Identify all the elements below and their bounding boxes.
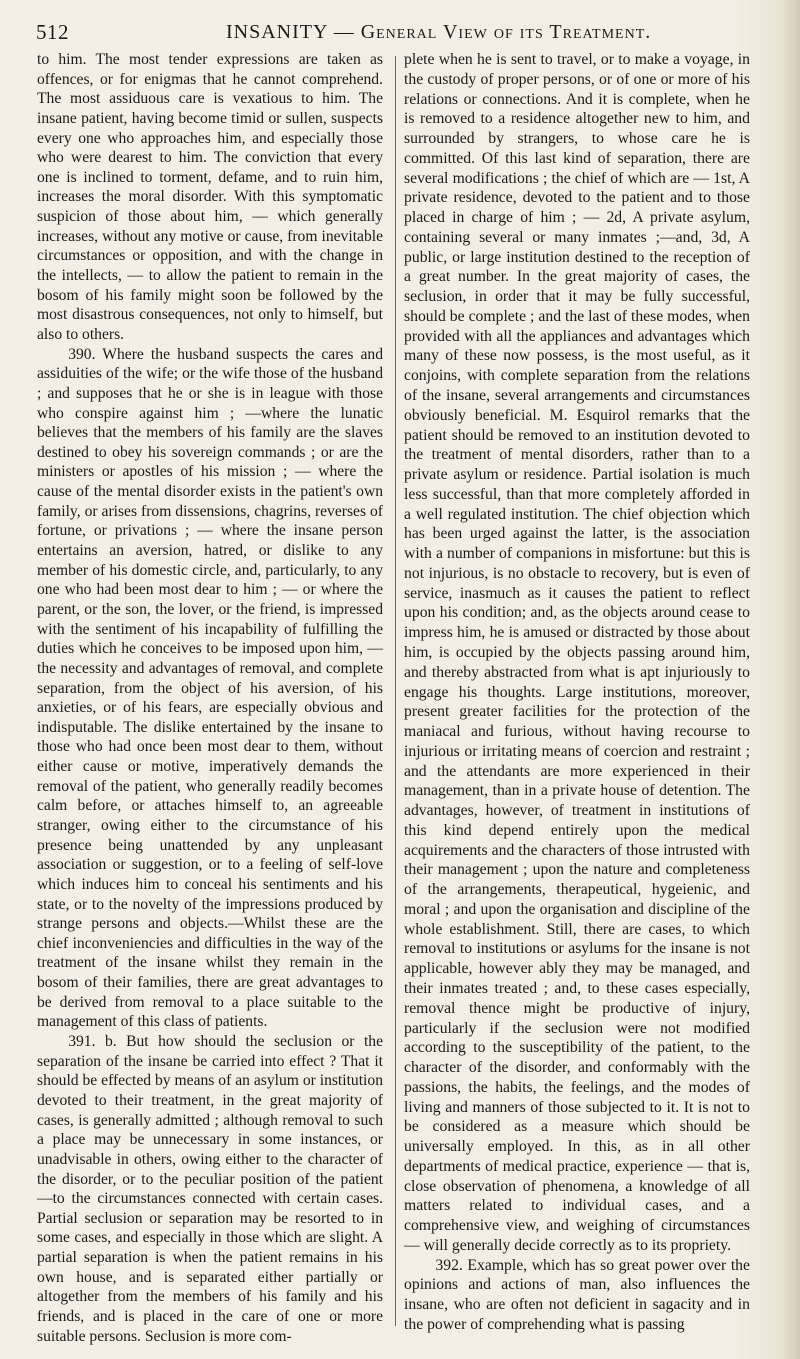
paragraph-392: 392. Example, which has so great power over the opinions and actions of man, also influences the insane, who are often not deficient in sagacity and in the power of comprehending what is passing — [404, 1256, 750, 1333]
paragraph-390: 390. Where the husband suspects the cares and assiduities of the wife; or the wife those of the husband ; and supposes that he or she is in league with those who conspire against him ; —where the lunatic believes that the members of his family are the slaves destined to obey his sovereign commands ; or are the ministers or apostles of his mission ; — where the cause of the mental disorder exists in the patient's own family, or arises from dissensions, chagrins, reverses of fortune, or privations ; — where the insane person entertains an aversion, hatred, or dislike to any member of his domestic circle, and, particularly, to any one who had been most dear to him ; — or where the parent, or the son, the lover, or the friend, is impressed with the sentiment of his incapability of fulfilling the duties which he conceives to be imposed upon him, —the necessity and advantages of removal, and complete separation, from the object of his aversion, of his anxieties, or of his fears, are especially obvious and indisputable. The dislike entertained by the insane to those who had once been most dear to them, without either cause or motive, imperatively demands the removal of the patient, who generally readily becomes calm before, or attaches himself to, an agreeable stranger, owing either to the circumstance of his presence being unattended by any unpleasant association or suggestion, or to a feeling of self-love which induces him to conceal his sentiments and his state, or to the novelty of the impressions produced by strange persons and objects.—Whilst these are the chief inconveniencies and difficulties in the way of the treatment of the insane whilst they remain in the bosom of their families, there are great advantages to be derived from removal to a place suitable to the management of this class of patients. — [37, 345, 383, 1031]
running-head: INSANITY — General View of its Treatment. — [226, 21, 652, 43]
column-divider — [395, 56, 396, 1326]
page-header — [36, 20, 776, 50]
paragraph-continued: to him. The most tender expressions are taken as offences, or for enigmas that he cannot comprehend. The most assiduous care is vexatious to him. The insane patient, having become timid or sullen, suspects every one who approaches him, and especially those who were dearest to him. The conviction that every one is inclined to torment, defame, and to ruin him, increases the moral disorder. With this symptomatic suspicion of those about him, — which generally increases, without any motive or cause, from inevitable circumstances or opposition, and with the change in the intellects, — to allow the patient to remain in the bosom of his family might soon be followed by the most disastrous consequences, not only to himself, but also to others. — [37, 51, 383, 343]
paragraph-391-continued: plete when he is sent to travel, or to make a voyage, in the custody of proper persons, or of one or more of his relations or connections. And it is complete, when he is removed to a residence altogether new to him, and surrounded by strangers, to whose care he is committed. Of this last kind of separation, there are several modifications ; the chief of which are — 1st, A private residence, devoted to the patient and to those placed in charge of him ; — 2d, A private asylum, containing several or many inmates ;—and, 3d, A public, or large institution destined to the reception of a great number. In the great majority of cases, the seclusion, in order that it may be fully successful, should be complete ; and the last of these modes, when provided with all the appliances and advantages which many of these now possess, is the most useful, as it conjoins, with complete separation from the relations of the insane, several arrangements and circumstances obviously beneficial. M. Esquirol remarks that the patient should be removed to an institution devoted to the treatment of mental disorders, rather than to a private asylum or residence. Partial isolation is much less successful, than that more completely afforded in a well regulated institution. The chief objection which has been urged against the latter, is the association with a number of companions in misfortune: but this is not injurious, is no obstacle to recovery, but is even of service, inasmuch as it causes the patient to reflect upon his condition; and, as the objects around cease to impress him, he is amused or distracted by those about him, is occupied by the objects passing around him, and thereby abstracted from what is apt injuriously to engage his thoughts. Large institutions, moreover, present greater facilities for the protection of the maniacal and furious, without having recourse to injurious or irritating means of coercion and restraint ; and the attendants are more experienced in their management, than in a private house of detention. The advantages, however, of treatment in institutions of this kind depend entirely upon the medical acquirements and the characters of those intrusted with their management ; upon the nature and completeness of the arrangements, therapeutical, hygeienic, and moral ; and upon the organisation and discipline of the whole establishment. Still, there are cases, to which removal to institutions or asylums for the insane is not applicable, however ably they may be managed, and their inmates treated ; and, to these cases especially, removal thence might be productive of injury, particularly if the seclusion were not modified according to the susceptibility of the patient, to the character of the disorder, and conformably with the passions, the habits, the feelings, and the modes of living and manners of those subjected to it. It is not to be considered as a measure which should be universally employed. In this, as in all other departments of medical practice, experience — that is, close observation of phenomena, a knowledge of all matters related to individual cases, and a comprehensive view, and weighing of circumstances — will generally decide correctly as to its propriety. — [404, 51, 750, 1254]
left-column — [37, 50, 383, 1346]
right-column — [404, 50, 750, 1335]
page-number: 512 — [36, 20, 69, 44]
paragraph-391: 391. b. But how should the seclusion or the separation of the insane be carried into effect ? That it should be effected by means of an asylum or institution devoted to their treatment, in the great majority of cases, is generally admitted ; although removal to such a place may be unnecessary in some instances, or unadvisable in others, owing either to the character of the disorder, or to the peculiar position of the patient —to the circumstances connected with certain cases. Partial seclusion or separation may be resorted to in some cases, and especially in those which are slight. A partial separation is when the patient remains in his own house, and is separated either partially or altogether from the members of his family and his friends, and is placed in the care of one or more suitable persons. Seclusion is more com- — [37, 1033, 383, 1345]
page-edge-shadow — [782, 0, 800, 1359]
